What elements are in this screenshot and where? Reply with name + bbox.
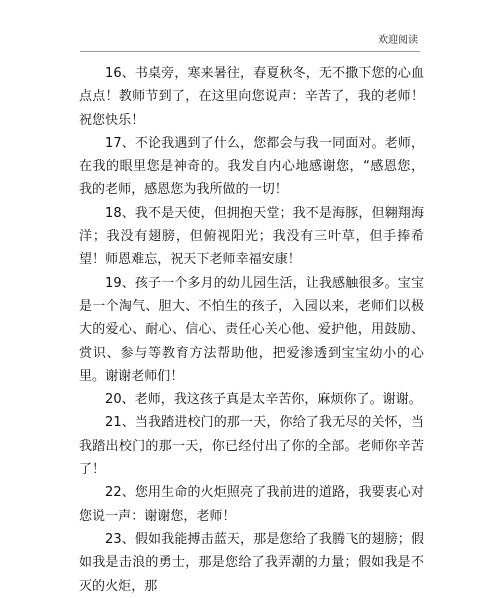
paragraph-text: 16、书桌旁，寒来暑往，春夏秋冬，无不撒下您的心血点点！教师节到了，在这里向您说声：辛苦了，我的老师！祝您快乐！	[79, 66, 424, 128]
paragraph-19	[79, 272, 424, 388]
paragraph-18	[79, 202, 424, 272]
header-link[interactable]: 欢迎阅读	[378, 35, 418, 46]
article-body	[79, 62, 424, 598]
header-divider	[80, 51, 420, 52]
paragraph-23	[79, 528, 424, 598]
paragraph-17	[79, 132, 424, 202]
paragraph-16	[79, 62, 424, 132]
paragraph-22	[79, 481, 424, 528]
paragraph-21	[79, 411, 424, 481]
paragraph-text: 21、当我踏进校门的那一天，你给了我无尽的关怀，当我踏出校门的那一天，你已经付出了你的全部。老师你辛苦了！	[79, 415, 424, 478]
paragraph-text: 19、孩子一个多月的幼儿园生活，让我感触很多。宝宝是一个淘气、胆大、不怕生的孩子，入园以来，老师们以极大的爱心、耐心、信心、责任心关心他、爱护他，用鼓励、赏识、参与等教育方法帮助他，把爱渗透到宝宝幼小的心里。谢谢老师们！	[79, 275, 424, 384]
paragraph-20	[79, 388, 424, 411]
paragraph-text: 23、假如我能搏击蓝天，那是您给了我腾飞的翅膀；假如我是击浪的勇士，那是您给了我弄潮的力量；假如我是不灭的火炬，那	[79, 531, 424, 594]
paragraph-text: 22、您用生命的火炬照亮了我前进的道路，我要衷心对您说一声：谢谢您，老师！	[79, 485, 424, 524]
paragraph-text: 17、不论我遇到了什么，您都会与我一同面对。老师，在我的眼里您是神奇的。我发自内心地感谢您，“感恩您，我的老师，感恩您为我所做的一切！	[79, 135, 424, 198]
paragraph-text: 18、我不是天使，但拥抱天堂；我不是海豚，但翱翔海洋；我没有翅膀，但俯视阳光；我没有三叶草，但手捧希望！师恩难忘，祝天下老师幸福安康！	[79, 205, 424, 268]
paragraph-text: 20、老师，我这孩子真是太辛苦你，麻烦你了。谢谢。	[105, 392, 422, 408]
